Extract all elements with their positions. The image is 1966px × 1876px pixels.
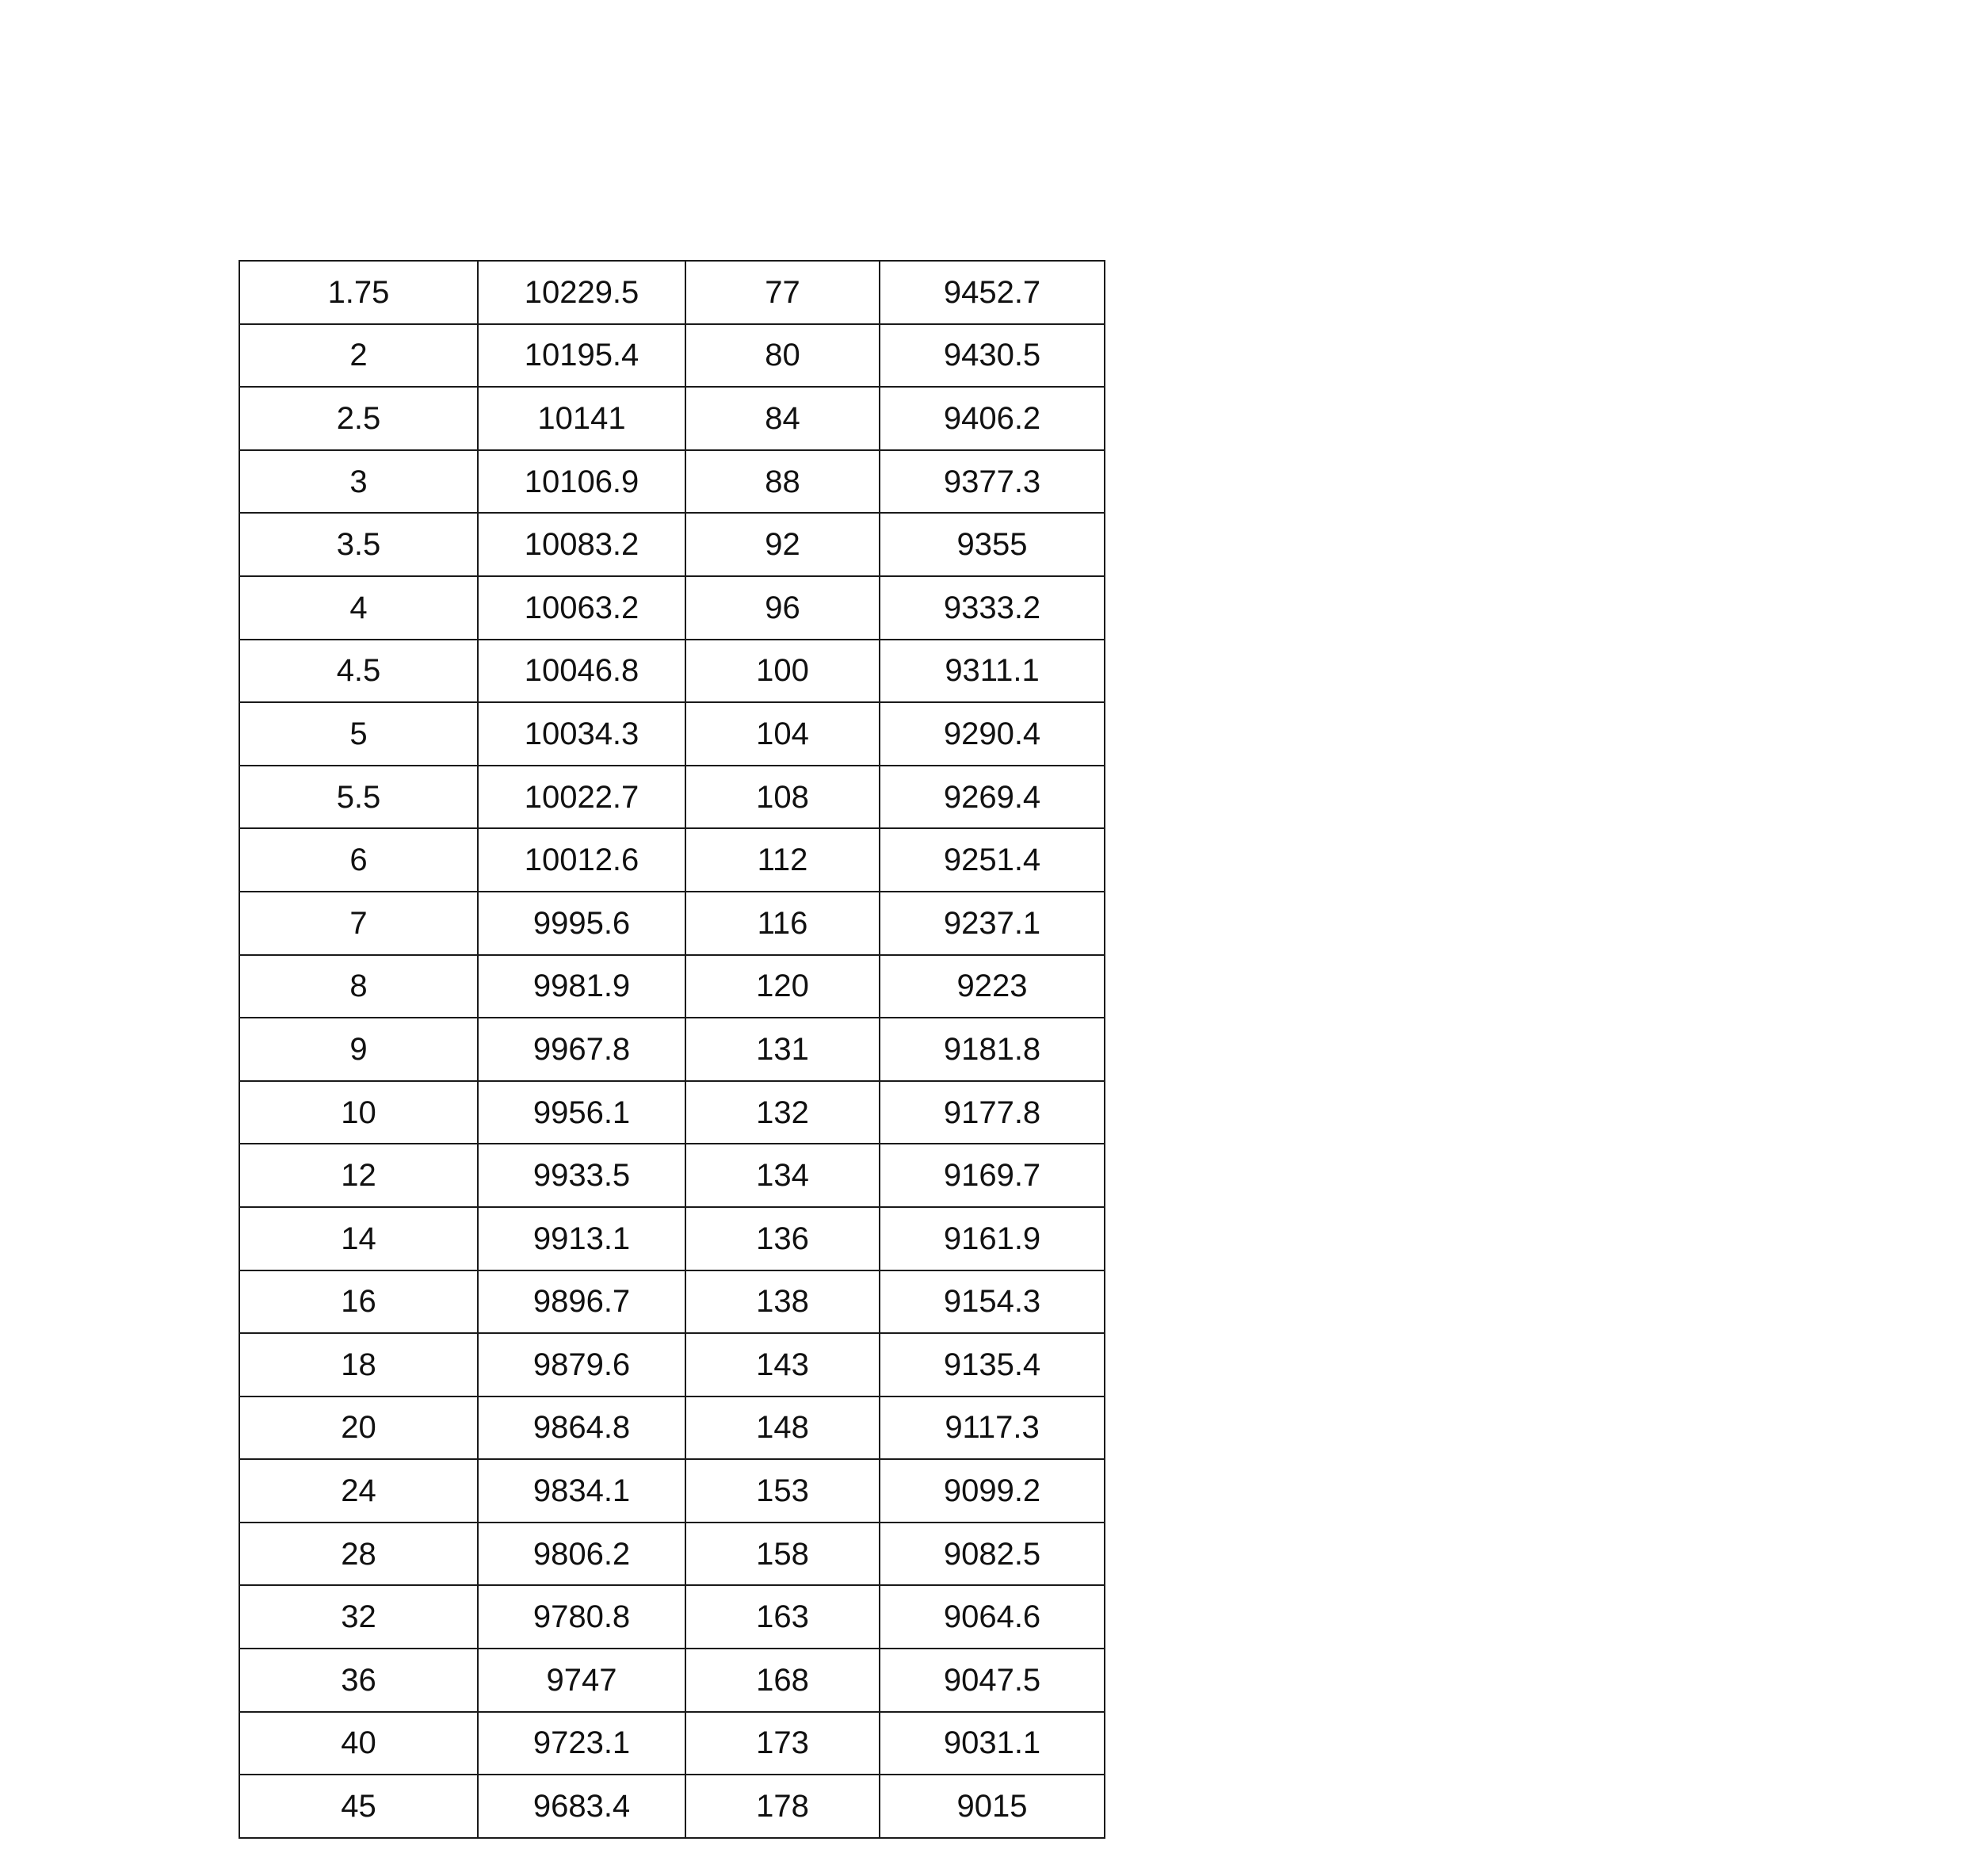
table-cell: 28	[239, 1523, 478, 1586]
table-cell: 116	[685, 892, 880, 955]
table-cell: 9031.1	[880, 1712, 1105, 1775]
table-cell: 9806.2	[478, 1523, 685, 1586]
table-row	[239, 828, 1105, 892]
table-cell: 112	[685, 828, 880, 892]
table-cell: 45	[239, 1775, 478, 1838]
table-cell: 9995.6	[478, 892, 685, 955]
table-cell: 163	[685, 1585, 880, 1649]
table-cell: 14	[239, 1207, 478, 1270]
table-cell: 6	[239, 828, 478, 892]
table-cell: 9452.7	[880, 261, 1105, 324]
table-cell: 9181.8	[880, 1018, 1105, 1081]
table-row	[239, 766, 1105, 829]
table-cell: 10141	[478, 387, 685, 450]
table-cell: 10063.2	[478, 576, 685, 640]
table-cell: 3	[239, 450, 478, 514]
table-cell: 20	[239, 1396, 478, 1460]
table-cell: 9747	[478, 1649, 685, 1712]
table-cell: 9981.9	[478, 955, 685, 1018]
table-cell: 9311.1	[880, 640, 1105, 703]
table-cell: 10034.3	[478, 702, 685, 766]
table-cell: 4	[239, 576, 478, 640]
table-cell: 108	[685, 766, 880, 829]
table-cell: 9237.1	[880, 892, 1105, 955]
table-cell: 132	[685, 1081, 880, 1144]
table-cell: 1.75	[239, 261, 478, 324]
table-cell: 9913.1	[478, 1207, 685, 1270]
table-cell: 9956.1	[478, 1081, 685, 1144]
table-cell: 9082.5	[880, 1523, 1105, 1586]
table-cell: 9169.7	[880, 1144, 1105, 1207]
table-row	[239, 1207, 1105, 1270]
table-row	[239, 1523, 1105, 1586]
table-cell: 9223	[880, 955, 1105, 1018]
table-row	[239, 387, 1105, 450]
table-cell: 24	[239, 1459, 478, 1523]
table-row	[239, 576, 1105, 640]
data-table	[239, 260, 1105, 1839]
table-row	[239, 1081, 1105, 1144]
table-cell: 9117.3	[880, 1396, 1105, 1460]
table-cell: 3.5	[239, 513, 478, 576]
table-row	[239, 1712, 1105, 1775]
table-cell: 2.5	[239, 387, 478, 450]
table-cell: 9	[239, 1018, 478, 1081]
table-cell: 9406.2	[880, 387, 1105, 450]
table-cell: 168	[685, 1649, 880, 1712]
table-row	[239, 261, 1105, 324]
table-cell: 36	[239, 1649, 478, 1712]
table-cell: 100	[685, 640, 880, 703]
table-row	[239, 1144, 1105, 1207]
table-row	[239, 1585, 1105, 1649]
table-cell: 5.5	[239, 766, 478, 829]
table-row	[239, 1775, 1105, 1838]
table-cell: 9099.2	[880, 1459, 1105, 1523]
table-cell: 173	[685, 1712, 880, 1775]
table-cell: 9780.8	[478, 1585, 685, 1649]
table-cell: 10046.8	[478, 640, 685, 703]
table-cell: 9015	[880, 1775, 1105, 1838]
table-row	[239, 955, 1105, 1018]
table-cell: 4.5	[239, 640, 478, 703]
table-row	[239, 513, 1105, 576]
table-cell: 9430.5	[880, 324, 1105, 388]
table-cell: 92	[685, 513, 880, 576]
table-cell: 84	[685, 387, 880, 450]
table-cell: 148	[685, 1396, 880, 1460]
table-cell: 96	[685, 576, 880, 640]
table-cell: 9683.4	[478, 1775, 685, 1838]
table-cell: 9723.1	[478, 1712, 685, 1775]
table-cell: 10229.5	[478, 261, 685, 324]
table-cell: 9834.1	[478, 1459, 685, 1523]
table-cell: 9355	[880, 513, 1105, 576]
table-row	[239, 1649, 1105, 1712]
table-cell: 9269.4	[880, 766, 1105, 829]
table-cell: 9290.4	[880, 702, 1105, 766]
table-row	[239, 450, 1105, 514]
table-cell: 16	[239, 1270, 478, 1334]
table-row	[239, 324, 1105, 388]
table-cell: 9177.8	[880, 1081, 1105, 1144]
table-cell: 178	[685, 1775, 880, 1838]
table-cell: 8	[239, 955, 478, 1018]
table-cell: 7	[239, 892, 478, 955]
table-row	[239, 1396, 1105, 1460]
table-cell: 9161.9	[880, 1207, 1105, 1270]
table-cell: 10083.2	[478, 513, 685, 576]
table-row	[239, 702, 1105, 766]
table-row	[239, 1018, 1105, 1081]
table-cell: 9154.3	[880, 1270, 1105, 1334]
table-cell: 10195.4	[478, 324, 685, 388]
table-cell: 120	[685, 955, 880, 1018]
table-cell: 9251.4	[880, 828, 1105, 892]
table-cell: 10106.9	[478, 450, 685, 514]
table-cell: 104	[685, 702, 880, 766]
table-cell: 138	[685, 1270, 880, 1334]
table-cell: 9377.3	[880, 450, 1105, 514]
table-cell: 134	[685, 1144, 880, 1207]
table-cell: 158	[685, 1523, 880, 1586]
table-cell: 40	[239, 1712, 478, 1775]
table-cell: 9933.5	[478, 1144, 685, 1207]
table-cell: 5	[239, 702, 478, 766]
table-cell: 9333.2	[880, 576, 1105, 640]
table-cell: 9064.6	[880, 1585, 1105, 1649]
table-cell: 9864.8	[478, 1396, 685, 1460]
table-cell: 2	[239, 324, 478, 388]
table-row	[239, 892, 1105, 955]
table-cell: 10022.7	[478, 766, 685, 829]
table-row	[239, 640, 1105, 703]
table-cell: 9967.8	[478, 1018, 685, 1081]
table-row	[239, 1333, 1105, 1396]
table-cell: 9047.5	[880, 1649, 1105, 1712]
table-body	[239, 261, 1105, 1838]
table-cell: 9896.7	[478, 1270, 685, 1334]
table-cell: 10	[239, 1081, 478, 1144]
table-cell: 12	[239, 1144, 478, 1207]
table-row	[239, 1270, 1105, 1334]
table-cell: 80	[685, 324, 880, 388]
table-cell: 136	[685, 1207, 880, 1270]
table-cell: 88	[685, 450, 880, 514]
table-cell: 143	[685, 1333, 880, 1396]
table-cell: 18	[239, 1333, 478, 1396]
table-cell: 153	[685, 1459, 880, 1523]
table-cell: 9879.6	[478, 1333, 685, 1396]
table-cell: 77	[685, 261, 880, 324]
table-cell: 10012.6	[478, 828, 685, 892]
table-row	[239, 1459, 1105, 1523]
table-cell: 9135.4	[880, 1333, 1105, 1396]
table-cell: 32	[239, 1585, 478, 1649]
table-cell: 131	[685, 1018, 880, 1081]
